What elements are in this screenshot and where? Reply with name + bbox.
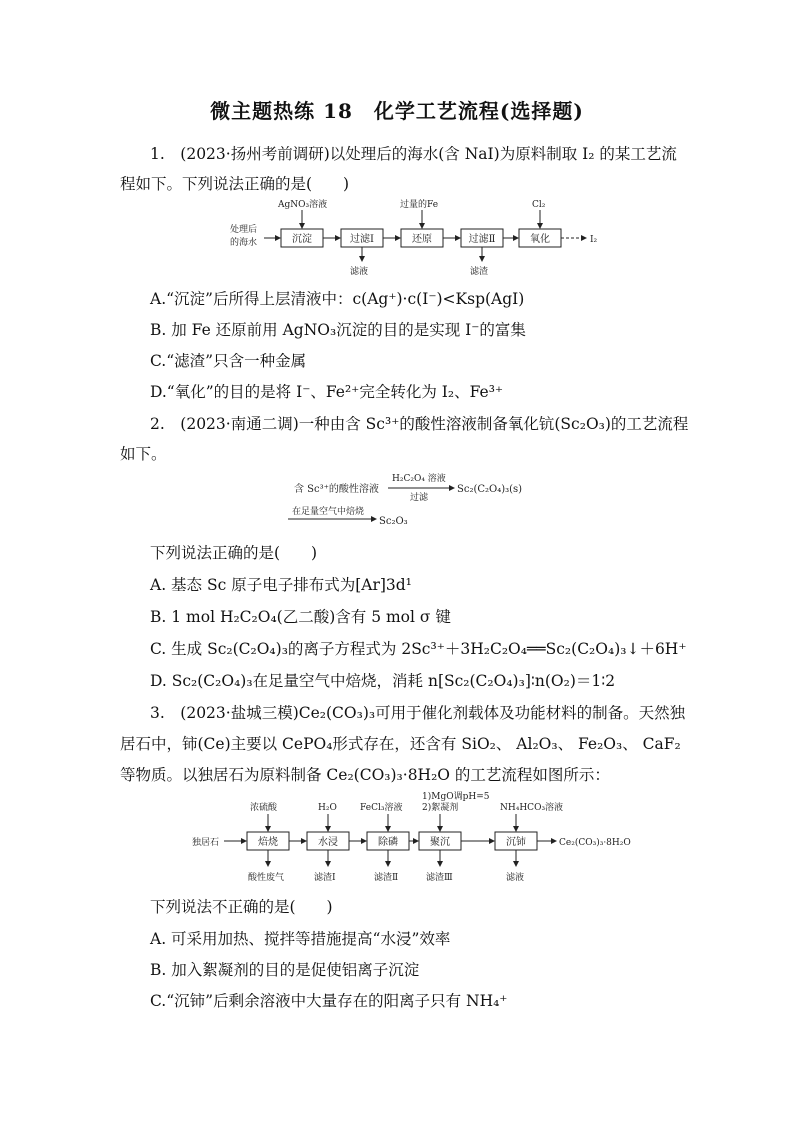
q1-input-l1: 处理后 xyxy=(230,225,258,235)
q3-prompt: 下列说法不正确的是( ) xyxy=(150,898,333,916)
q1-input-l2: 的海水 xyxy=(230,238,258,248)
q3-reagent-2: H₂O xyxy=(318,803,337,813)
page-title: 微主题热练 18 化学工艺流程(选择题) xyxy=(210,99,584,123)
q1-step-4: 过滤Ⅱ xyxy=(468,234,496,245)
q3-out-4: 滤渣Ⅲ xyxy=(426,873,453,883)
q1-step-3: 还原 xyxy=(412,234,432,245)
q3-stem-line1: 3. (2023·盐城三模)Ce₂(CO₃)₃可用于催化剂载体及功能材料的制备。天然独 xyxy=(150,704,686,722)
q3-option-c[interactable]: C.“沉铈”后剩余溶液中大量存在的阳离子只有 NH₄⁺ xyxy=(150,992,508,1010)
q3-reagent-3: FeCl₃溶液 xyxy=(360,803,403,813)
q1-option-a[interactable]: A.“沉淀”后所得上层清液中：c(Ag⁺)·c(I⁻)<Ksp(AgI) xyxy=(150,290,525,308)
q3-product: Ce₂(CO₃)₃·8H₂O xyxy=(559,838,631,848)
q3-stem-line3: 等物质。以独居石为原料制备 Ce₂(CO₃)₃·8H₂O 的工艺流程如图所示： xyxy=(120,766,610,784)
q1-step-2: 过滤Ⅰ xyxy=(350,234,374,245)
q2-op1: 过滤 xyxy=(410,493,429,503)
q2-flow-diagram xyxy=(284,470,574,532)
q2-option-d[interactable]: D. Sc₂(C₂O₄)₃在足量空气中焙烧，消耗 n[Sc₂(C₂O₄)₃]∶n(O₂)＝1∶2 xyxy=(150,672,616,690)
q2-stem-line1: 2. (2023·南通二调)一种由含 Sc³⁺的酸性溶液制备氧化钪(Sc₂O₃)的工艺流程 xyxy=(150,415,689,433)
q1-stem-line2: 程如下。下列说法正确的是( ) xyxy=(120,175,350,193)
q3-step-5: 沉铈 xyxy=(506,837,526,848)
q1-option-c[interactable]: C.“滤渣”只含一种金属 xyxy=(150,352,307,370)
q3-out-3: 滤渣Ⅱ xyxy=(374,873,399,883)
q2-reagent: H₂C₂O₄ 溶液 xyxy=(392,474,446,484)
q3-flow-diagram xyxy=(190,790,650,886)
q2-option-a[interactable]: A. 基态 Sc 原子电子排布式为[Ar]3d¹ xyxy=(150,576,412,594)
q1-step-5: 氧化 xyxy=(530,234,550,245)
q3-option-a[interactable]: A. 可采用加热、搅拌等措施提高“水浸”效率 xyxy=(150,930,451,948)
q1-option-d[interactable]: D.“氧化”的目的是将 I⁻、Fe²⁺完全转化为 I₂、Fe³⁺ xyxy=(150,383,504,401)
q3-option-b[interactable]: B. 加入絮凝剂的目的是促使铝离子沉淀 xyxy=(150,961,420,979)
q2-start: 含 Sc³⁺的酸性溶液 xyxy=(294,484,379,495)
q2-prompt: 下列说法正确的是( ) xyxy=(150,544,318,562)
q3-step-3: 除磷 xyxy=(378,837,398,848)
q1-reagent-1: AgNO₃溶液 xyxy=(278,200,328,210)
q1-out-1: 滤液 xyxy=(350,267,369,277)
q2-op2: 在足量空气中焙烧 xyxy=(292,507,365,517)
q1-step-1: 沉淀 xyxy=(292,234,312,245)
q1-product: I₂ xyxy=(590,235,598,245)
q3-out-1: 酸性废气 xyxy=(248,873,285,883)
q3-reagent-5: 2)絮凝剂 xyxy=(422,803,459,813)
q2-product: Sc₂O₃ xyxy=(379,516,408,527)
q3-step-4: 聚沉 xyxy=(430,837,450,848)
q2-stem-line2: 如下。 xyxy=(120,445,167,463)
q3-reagent-4: 1)MgO调pH=5 xyxy=(422,792,490,802)
q1-stem-line1: 1. (2023·扬州考前调研)以处理后的海水(含 NaI)为原料制取 I₂ 的某工艺流 xyxy=(150,145,677,163)
q1-flow-diagram xyxy=(228,198,608,278)
q3-reagent-6: NH₄HCO₃溶液 xyxy=(500,803,564,813)
q3-step-2: 水浸 xyxy=(318,837,338,848)
q1-reagent-3: Cl₂ xyxy=(532,200,546,210)
q3-stem-line2: 居石中，铈(Ce)主要以 CePO₄形式存在，还含有 SiO₂、 Al₂O₃、 Fe₂O₃、 CaF₂ xyxy=(120,735,681,753)
q3-out-5: 滤液 xyxy=(506,873,525,883)
q3-out-2: 滤渣Ⅰ xyxy=(314,873,336,883)
q1-option-b[interactable]: B. 加 Fe 还原前用 AgNO₃沉淀的目的是实现 I⁻的富集 xyxy=(150,321,526,339)
q3-reagent-1: 浓硫酸 xyxy=(250,803,278,813)
q3-step-1: 焙烧 xyxy=(258,837,278,848)
q2-option-b[interactable]: B. 1 mol H₂C₂O₄(乙二酸)含有 5 mol σ 键 xyxy=(150,608,451,626)
q1-reagent-2: 过量的Fe xyxy=(400,200,439,210)
q1-out-2: 滤渣 xyxy=(470,267,489,277)
q2-option-c[interactable]: C. 生成 Sc₂(C₂O₄)₃的离子方程式为 2Sc³⁺＋3H₂C₂O₄══Sc₂(C₂O₄)₃↓＋6H⁺ xyxy=(150,640,687,658)
q2-mid: Sc₂(C₂O₄)₃(s) xyxy=(457,484,523,495)
q3-input: 独居石 xyxy=(192,838,220,848)
